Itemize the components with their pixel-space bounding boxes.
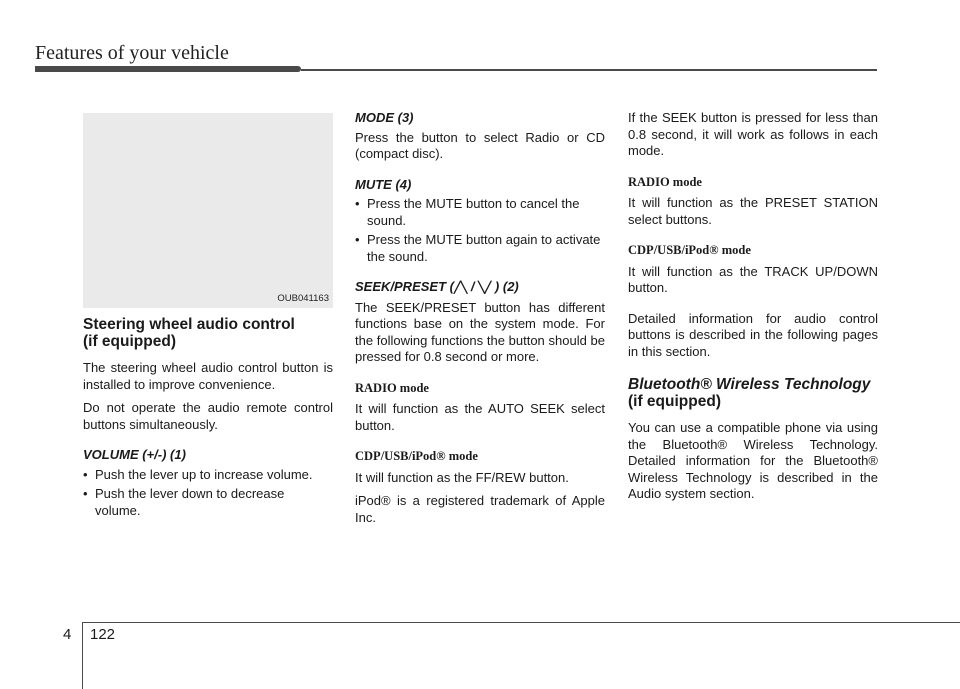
- chapter-number: 4: [63, 626, 72, 643]
- column-1: [83, 316, 333, 523]
- paragraph: Detailed information for audio control buttons is described in the following pages in this section.: [628, 310, 878, 359]
- footer-divider: [82, 622, 83, 689]
- mute-list: [355, 196, 605, 265]
- volume-list: [83, 467, 333, 520]
- heading-line-2: (if equipped): [628, 393, 721, 410]
- chevron-down-icon: ╲╱: [478, 282, 492, 294]
- paragraph: It will function as the AUTO SEEK select button.: [355, 401, 605, 433]
- paragraph: Do not operate the audio remote control buttons simultaneously.: [83, 400, 333, 432]
- mode-subheading: MODE (3): [355, 110, 414, 125]
- seek-title-prefix: SEEK/PRESET (: [355, 279, 454, 294]
- steering-wheel-photo: [83, 113, 333, 308]
- seek-subheading: [355, 279, 605, 297]
- header-rule-thick: [35, 66, 301, 72]
- list-item: • Press the MUTE button again to activate the sound.: [355, 232, 605, 265]
- paragraph: The steering wheel audio control button is installed to improve convenience.: [83, 360, 333, 392]
- seek-title-suffix: ) (2): [491, 279, 519, 294]
- paragraph: It will function as the FF/REW button.: [355, 469, 569, 485]
- heading-line-1: Steering wheel audio control: [83, 316, 295, 333]
- page-number: 122: [90, 626, 116, 643]
- volume-subheading: VOLUME (+/-) (1): [83, 447, 186, 462]
- header-rule-thin: [301, 69, 877, 71]
- list-item: • Push the lever down to decrease volume.: [83, 486, 333, 519]
- heading-line-2: (if equipped): [83, 333, 176, 350]
- cdp-mode-label: CDP/USB/iPod® mode: [628, 243, 751, 257]
- paragraph: Press the button to select Radio or CD (compact disc).: [355, 129, 605, 161]
- heading-line-1: Bluetooth® Wireless Technology: [628, 376, 871, 393]
- paragraph: iPod® is a registered trademark of Apple Inc.: [355, 493, 605, 525]
- paragraph: The SEEK/PRESET button has different functions base on the system mode. For the following functions the button should be pressed for 0.8 second or more.: [355, 299, 605, 364]
- paragraph: You can use a compatible phone via using the Bluetooth® Wireless Technology. Detailed information for the Bluetooth® Wireless Technology is described in the Audio system section.: [628, 420, 878, 501]
- photo-code: OUB041163: [277, 293, 329, 304]
- column-3: [628, 110, 878, 510]
- list-item: • Press the MUTE button to cancel the sound.: [355, 196, 605, 229]
- paragraph: It will function as the PRESET STATION select buttons.: [628, 195, 878, 227]
- mute-subheading: MUTE (4): [355, 176, 412, 192]
- section-heading-steering: [83, 316, 333, 350]
- paragraph: It will function as the TRACK UP/DOWN button.: [628, 263, 878, 295]
- seek-separator: /: [467, 279, 479, 294]
- list-item: • Push the lever up to increase volume.: [83, 467, 333, 484]
- column-2: [355, 110, 605, 533]
- radio-mode-label: RADIO mode: [355, 380, 429, 395]
- section-heading-bluetooth: [628, 376, 878, 410]
- footer-rule: [82, 622, 960, 623]
- cdp-mode-label: CDP/USB/iPod® mode: [355, 449, 478, 463]
- paragraph: If the SEEK button is pressed for less than 0.8 second, it will work as follows in each mode.: [628, 110, 878, 158]
- radio-mode-label: RADIO mode: [628, 174, 702, 189]
- page-header-title: Features of your vehicle: [35, 42, 229, 64]
- chevron-up-icon: ╱╲: [453, 282, 468, 294]
